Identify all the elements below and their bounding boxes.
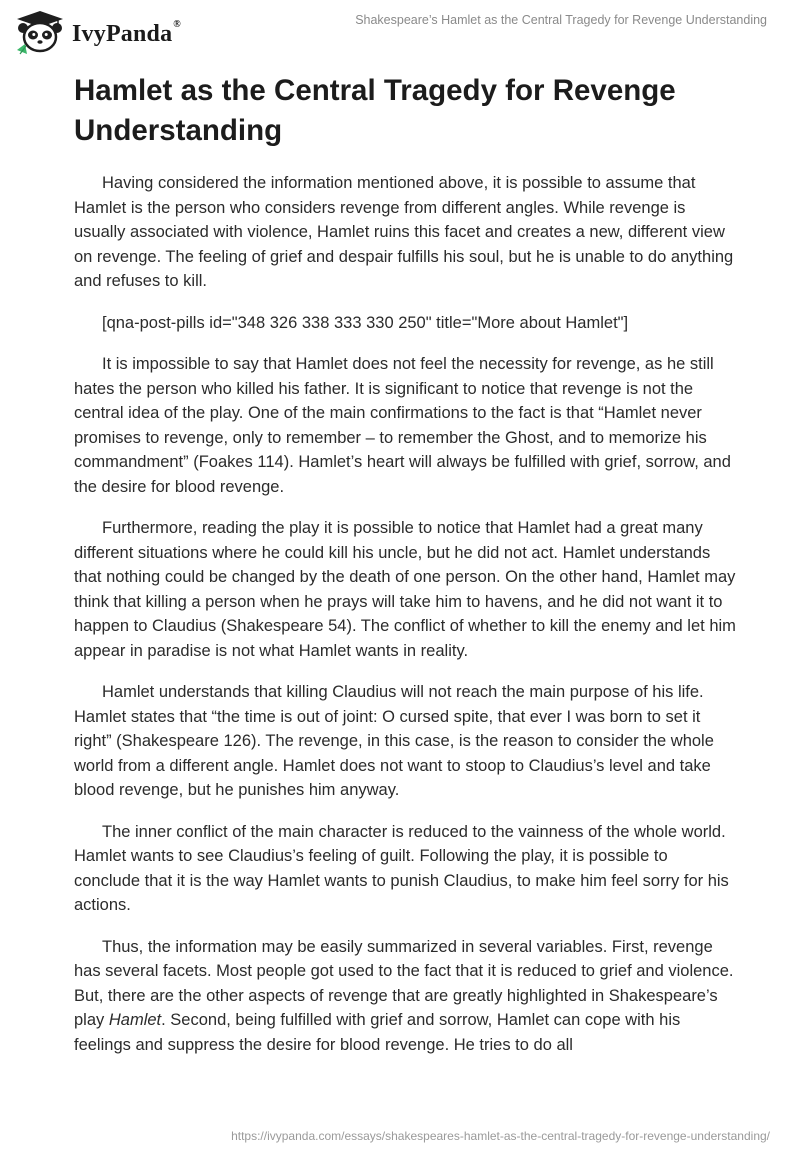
page-header xyxy=(0,0,800,60)
page-url[interactable]: https://ivypanda.com/essays/shakespeares-hamlet-as-the-central-tragedy-for-revenge-understanding/ xyxy=(231,1129,770,1143)
paragraph: It is impossible to say that Hamlet does not feel the necessity for revenge, as he still hates the person who killed his father. It is significant to notice that revenge is not the central idea of the play. One of the main confirmations to the fact is that “Hamlet never promises to revenge, only to remember – to remember the Ghost, and to memorize his commandment” (Foakes 114). Hamlet’s heart will always be fulfilled with grief, sorrow, and the desire for blood revenge. xyxy=(74,355,731,496)
paragraph: The inner conflict of the main character is reduced to the vainness of the whole world. Hamlet wants to see Claudius’s feeling of guilt. Following the play, it is possible to conclude that it is the way Hamlet wants to punish Claudius, to make him feel sorry for his actions. xyxy=(74,822,729,914)
paragraph-text: . Second, being fulfilled with grief and sorrow, Hamlet can cope with his feelings and suppress the desire for blood revenge. He tries to do all xyxy=(74,1011,681,1054)
article-body xyxy=(74,171,736,1074)
page-title: Hamlet as the Central Tragedy for Revenge Understanding xyxy=(74,74,676,147)
paragraph: Furthermore, reading the play it is possible to notice that Hamlet had a great many different situations where he could kill his uncle, but he did not act. Hamlet understands that nothing could be changed by the death of one person. On the other hand, Hamlet may think that killing a person when he prays will take him to havens, and he did not want it to happen to Claudius (Shakespeare 54). The conflict of whether to kill the enemy and let him appear in paradise is not what Hamlet wants in reality. xyxy=(74,519,736,660)
paragraph: Hamlet understands that killing Claudius will not reach the main purpose of his life. Hamlet states that “the time is out of joint: O cursed spite, that ever I was born to set it right” (Shakespeare 126). The revenge, in this case, is the reason to consider the whole world from a different angle. Hamlet does not want to stoop to Claudius’s level and take blood revenge, but he punishes him anyway. xyxy=(74,683,714,799)
shortcode-text: [qna-post-pills id="348 326 338 333 330 250" title="More about Hamlet"] xyxy=(102,313,629,332)
italic-title: Hamlet xyxy=(108,1011,162,1029)
brand-text: IvyPanda xyxy=(72,21,173,47)
ivypanda-logo-icon[interactable] xyxy=(14,10,66,56)
paragraph xyxy=(74,935,736,1058)
trademark-symbol: ® xyxy=(173,19,181,30)
paragraph: Having considered the information mentioned above, it is possible to assume that Hamlet is the person who considers revenge from different angles. While revenge is usually associated with violence, Hamlet ruins this facet and creates a new, different view on revenge. The feeling of grief and despair fulfills his soul, but he is unable to do anything and refuses to kill. xyxy=(74,174,734,290)
running-title: Shakespeare’s Hamlet as the Central Tragedy for Revenge Understanding xyxy=(355,13,767,27)
paragraph-text: Thus, the information may be easily summarized in several variables. First, revenge has several facets. Most people got used to the fact that it is reduced to grief and violence. But, there are the other aspects of revenge that are greatly highlighted in Shakespeare’s play xyxy=(74,937,734,1029)
brand-name[interactable] xyxy=(72,21,181,48)
